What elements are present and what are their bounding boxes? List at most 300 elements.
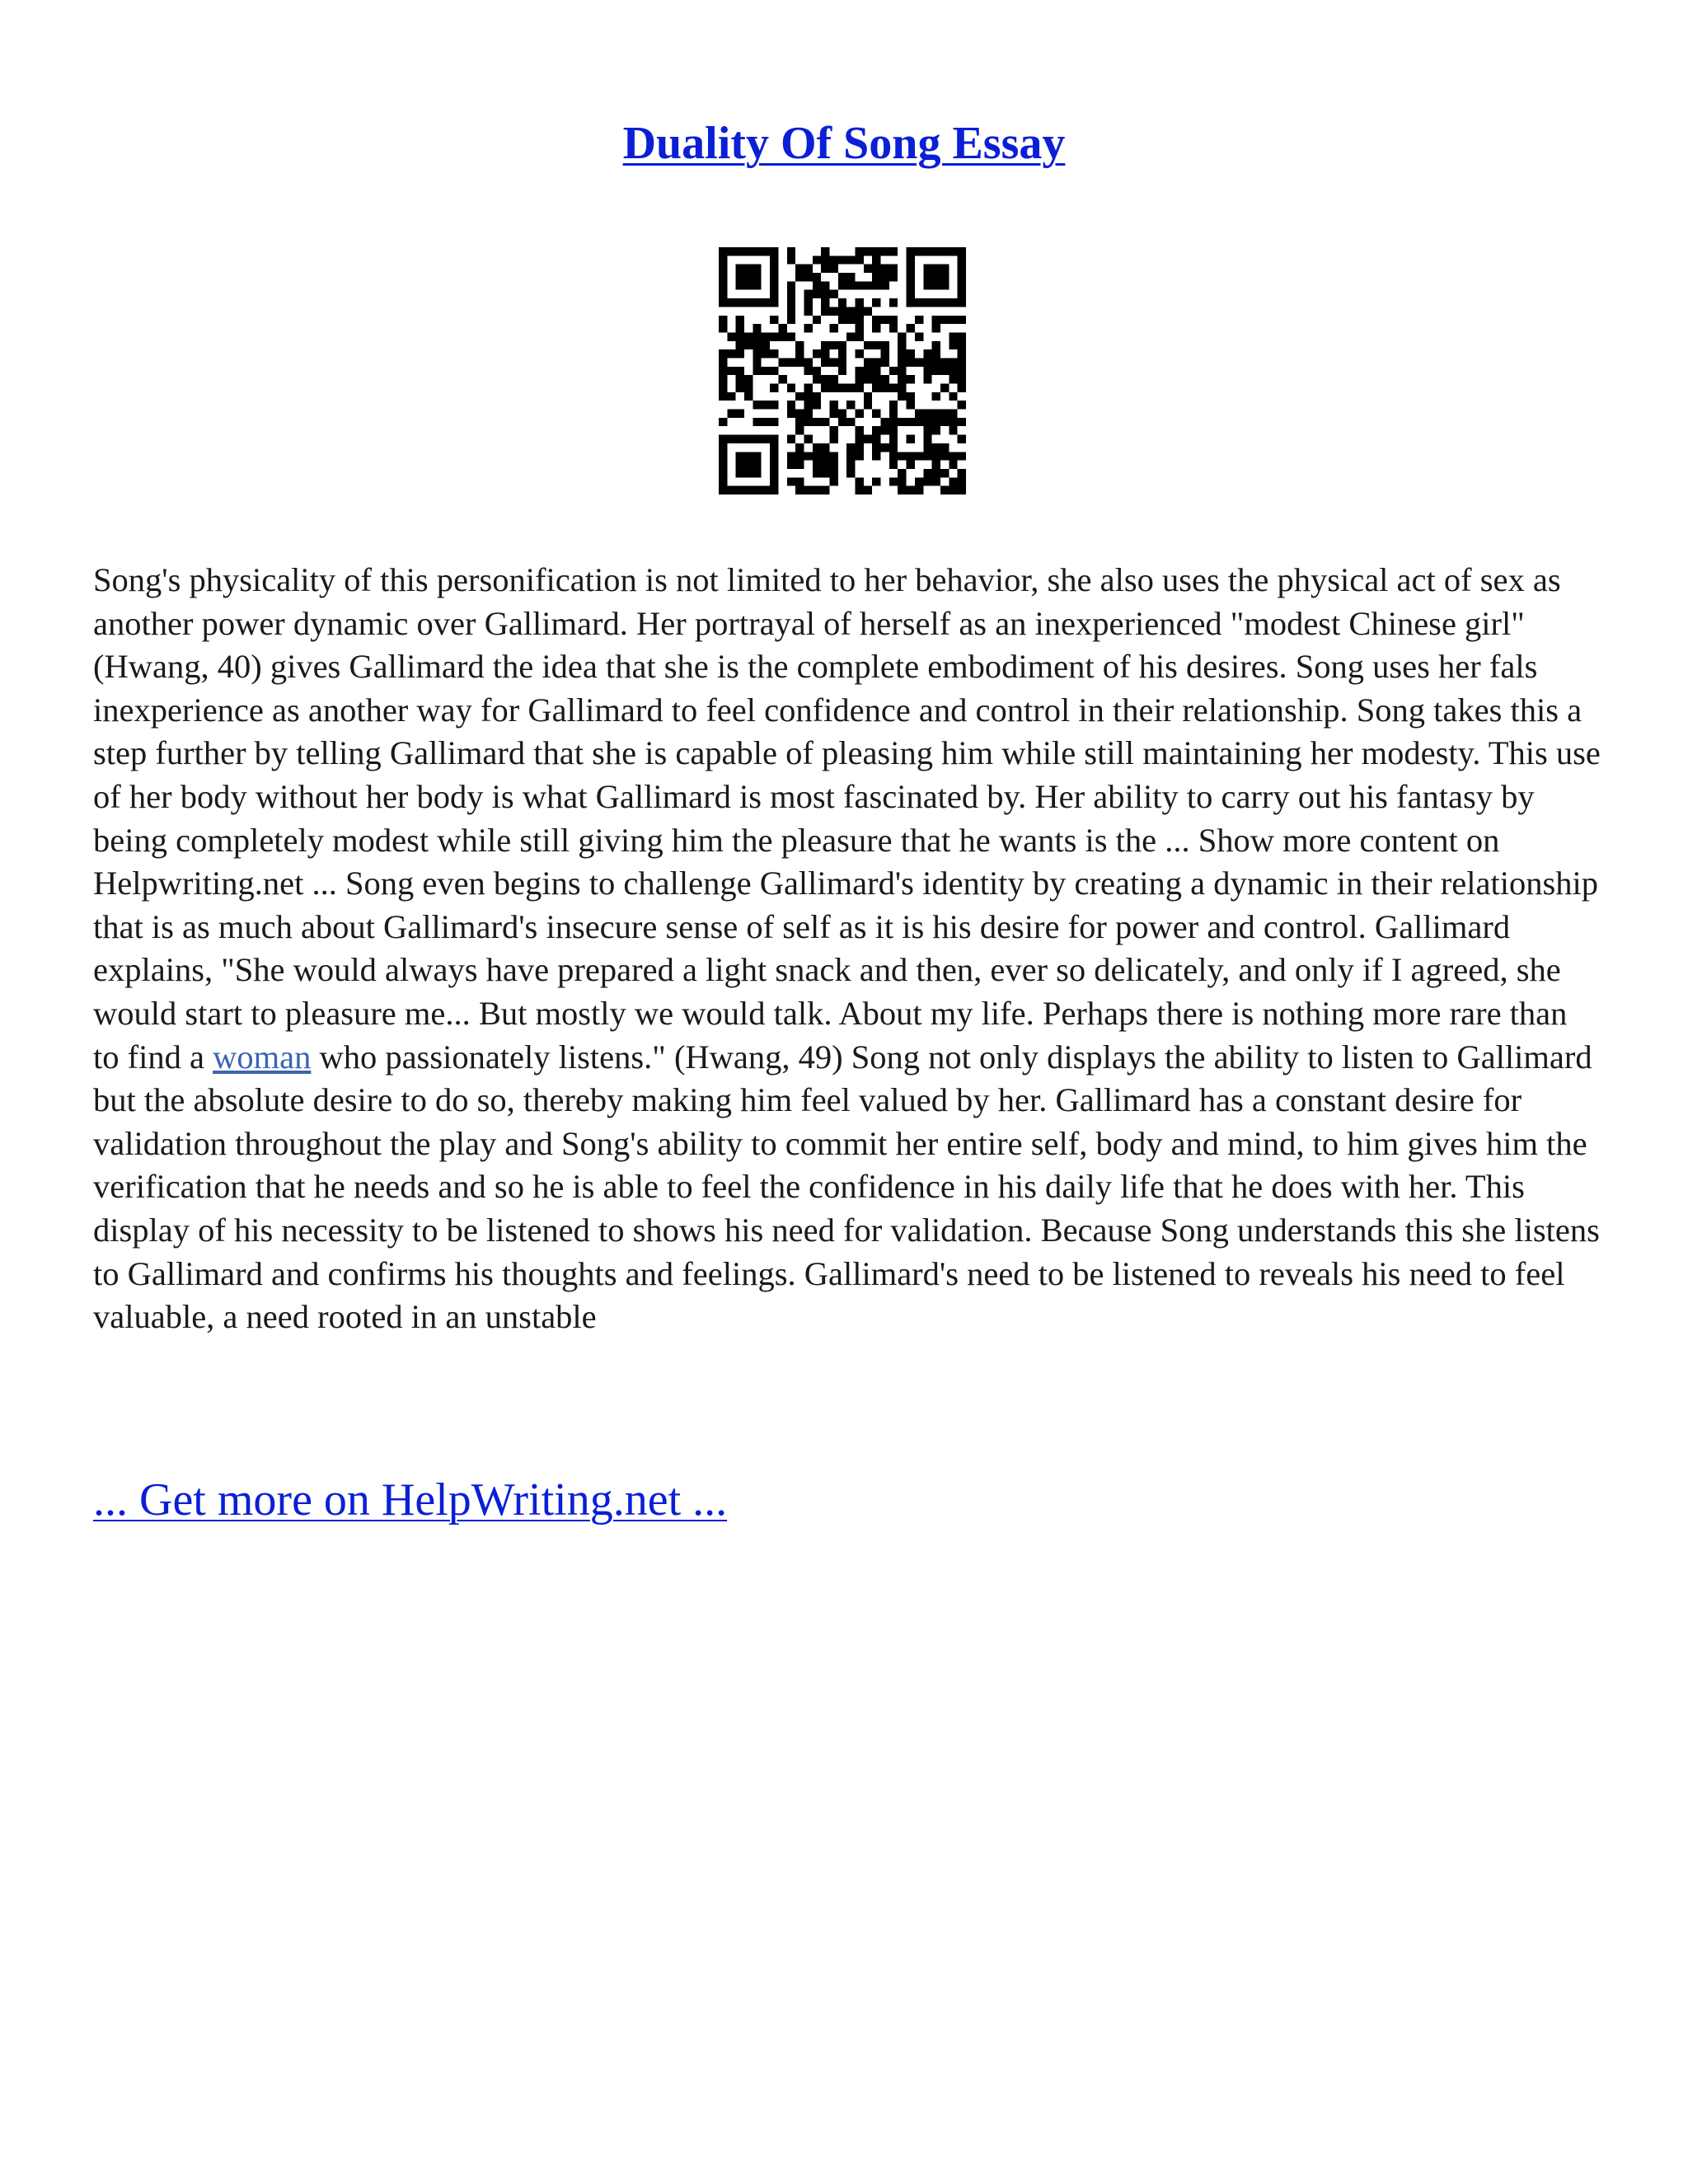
get-more-link[interactable]: ... Get more on HelpWriting.net ...	[93, 1474, 728, 1526]
qr-module	[838, 316, 846, 324]
qr-module	[940, 298, 949, 307]
qr-module	[821, 375, 829, 383]
qr-module	[787, 281, 795, 289]
qr-module	[736, 375, 744, 383]
qr-module	[770, 443, 778, 452]
qr-module	[898, 358, 906, 366]
qr-module	[821, 307, 829, 315]
qr-module	[856, 486, 864, 494]
qr-module	[829, 477, 837, 485]
qr-module	[838, 273, 846, 281]
qr-module	[915, 452, 923, 460]
qr-module	[881, 273, 889, 281]
qr-module	[881, 443, 889, 452]
qr-module	[949, 452, 957, 460]
qr-module	[932, 410, 940, 418]
qr-module	[940, 316, 949, 324]
qr-module	[889, 384, 898, 392]
qr-module	[907, 273, 915, 281]
qr-module	[762, 298, 770, 307]
qr-module	[770, 401, 778, 409]
qr-module	[923, 298, 931, 307]
qr-module	[940, 265, 949, 273]
qr-module	[958, 298, 966, 307]
qr-module	[949, 247, 957, 255]
qr-module	[881, 384, 889, 392]
qr-module	[744, 392, 753, 401]
qr-module	[958, 290, 966, 298]
qr-module	[846, 443, 855, 452]
qr-module	[813, 367, 821, 375]
qr-module	[915, 418, 923, 426]
qr-module	[727, 367, 735, 375]
qr-module	[770, 265, 778, 273]
qr-module	[736, 349, 744, 358]
qr-module	[753, 247, 761, 255]
qr-module	[872, 443, 880, 452]
qr-module	[932, 477, 940, 485]
qr-module	[864, 392, 872, 401]
qr-module	[753, 452, 761, 460]
qr-module	[727, 349, 735, 358]
qr-module	[813, 392, 821, 401]
qr-module	[856, 307, 864, 315]
qr-module	[958, 452, 966, 460]
qr-module	[762, 349, 770, 358]
qr-module	[932, 298, 940, 307]
qr-module	[949, 341, 957, 349]
qr-module	[846, 307, 855, 315]
qr-module	[881, 375, 889, 383]
qr-module	[753, 324, 761, 332]
qr-module	[719, 324, 727, 332]
qr-module	[753, 367, 761, 375]
qr-module	[821, 341, 829, 349]
qr-module	[829, 341, 837, 349]
qr-module	[736, 332, 744, 340]
qr-module	[949, 332, 957, 340]
qr-module	[778, 375, 786, 383]
qr-module	[856, 281, 864, 289]
qr-module	[889, 273, 898, 281]
qr-module	[949, 358, 957, 366]
qr-module	[889, 418, 898, 426]
qr-module	[923, 452, 931, 460]
qr-module	[907, 349, 915, 358]
qr-module	[864, 367, 872, 375]
qr-module	[958, 273, 966, 281]
qr-module	[864, 307, 872, 315]
qr-module	[846, 255, 855, 264]
qr-module	[881, 418, 889, 426]
qr-module	[829, 290, 837, 298]
qr-module	[907, 247, 915, 255]
qr-module	[932, 247, 940, 255]
qr-module	[889, 426, 898, 434]
qr-module	[923, 247, 931, 255]
qr-module	[949, 418, 957, 426]
qr-module	[762, 401, 770, 409]
qr-module	[736, 435, 744, 443]
qr-module	[736, 461, 744, 469]
qr-module	[872, 281, 880, 289]
qr-module	[736, 316, 744, 324]
qr-module	[770, 273, 778, 281]
qr-module	[838, 255, 846, 264]
qr-module	[856, 477, 864, 485]
qr-module	[829, 461, 837, 469]
qr-module	[770, 247, 778, 255]
qr-module	[821, 384, 829, 392]
qr-module	[736, 486, 744, 494]
qr-module	[864, 401, 872, 409]
qr-module	[736, 298, 744, 307]
qr-module	[770, 418, 778, 426]
qr-module	[744, 273, 753, 281]
qr-module	[872, 435, 880, 443]
qr-module	[744, 486, 753, 494]
qr-module	[744, 281, 753, 289]
qr-module	[787, 290, 795, 298]
qr-module	[907, 265, 915, 273]
qr-module	[744, 247, 753, 255]
qr-module	[838, 298, 846, 307]
qr-module	[907, 358, 915, 366]
qr-module	[838, 281, 846, 289]
qr-module	[838, 307, 846, 315]
qr-module	[719, 281, 727, 289]
qr-module	[744, 469, 753, 477]
qr-module	[804, 298, 812, 307]
qr-module	[932, 265, 940, 273]
qr-module	[753, 418, 761, 426]
essay-text-part-2: who passionately listens." (Hwang, 49) Song not only displays the ability to listen to Gallimard but the absolute desire to do so, thereby making him feel valued by her. Gallimard has a constant desire for validation throughout the play and Song's ability to commit her entire self, body and mind, to him gives him the verification that he needs and so he is able to feel the confidence in his daily life that he does with her. This display of his necessity to be listened to shows his need for validation. Because Song understands this she listens to Gallimard and confirms his thoughts and feelings. Gallimard's need to be listened to reveals his need to feel valuable, a need rooted in an unstable	[93, 1038, 1600, 1336]
qr-module	[846, 316, 855, 324]
qr-module	[856, 443, 864, 452]
qr-module	[864, 265, 872, 273]
qr-module	[719, 255, 727, 264]
qr-module	[795, 349, 804, 358]
qr-module	[795, 341, 804, 349]
qr-module	[736, 410, 744, 418]
qr-module	[923, 435, 931, 443]
qr-module	[787, 452, 795, 460]
qr-module	[940, 486, 949, 494]
qr-module	[795, 273, 804, 281]
qr-module	[795, 426, 804, 434]
qr-module	[719, 358, 727, 366]
qr-module	[907, 418, 915, 426]
qr-module	[770, 281, 778, 289]
qr-module	[872, 255, 880, 264]
qr-module	[795, 410, 804, 418]
qr-module	[753, 349, 761, 358]
qr-module	[958, 281, 966, 289]
qr-module	[804, 410, 812, 418]
qr-module	[923, 426, 931, 434]
qr-module	[940, 410, 949, 418]
qr-module	[838, 358, 846, 366]
qr-module	[949, 477, 957, 485]
qr-module	[719, 273, 727, 281]
qr-module	[829, 426, 837, 434]
qr-module	[889, 247, 898, 255]
qr-code-image	[719, 247, 966, 494]
qr-module	[787, 298, 795, 307]
qr-module	[804, 367, 812, 375]
qr-module	[932, 358, 940, 366]
qr-module	[770, 316, 778, 324]
qr-module	[795, 392, 804, 401]
qr-module	[872, 426, 880, 434]
qr-module	[846, 452, 855, 460]
qr-module	[719, 418, 727, 426]
qr-module	[898, 469, 906, 477]
qr-module	[864, 247, 872, 255]
qr-module	[932, 461, 940, 469]
qr-module	[821, 358, 829, 366]
qr-module	[804, 324, 812, 332]
qr-module	[856, 298, 864, 307]
qr-module	[958, 418, 966, 426]
qr-module	[813, 401, 821, 409]
qr-module	[829, 384, 837, 392]
qr-module	[813, 486, 821, 494]
qr-module	[940, 384, 949, 392]
qr-module	[907, 435, 915, 443]
qr-module	[770, 469, 778, 477]
qr-module	[753, 298, 761, 307]
qr-module	[778, 358, 786, 366]
qr-module	[719, 375, 727, 383]
title-link[interactable]: Duality Of Song Essay	[622, 118, 1066, 169]
qr-module	[829, 452, 837, 460]
qr-module	[907, 392, 915, 401]
qr-module	[923, 367, 931, 375]
qr-module	[821, 443, 829, 452]
qr-module	[795, 443, 804, 452]
qr-module	[872, 375, 880, 383]
qr-module	[864, 281, 872, 289]
essay-text-part-1: Song's physicality of this personification is not limited to her behavior, she also uses the physical act of sex as another power dynamic over Gallimard. Her portrayal of herself as an inexperienced "modest Chinese girl" (Hwang, 40) gives Gallimard the idea that she is the complete embodiment of his desires. Song uses her fals inexperience as another way for Gallimard to feel confidence and control in their relationship. Song takes this a step further by telling Gallimard that she is capable of pleasing him while still maintaining her modesty. This use of her body without her body is what Gallimard is most fascinated by. Her ability to carry out his fantasy by being completely modest while still giving him the pleasure that he wants is the ... Show more content on Helpwriting.net ... Song even begins to challenge Gallimard's identity by creating a dynamic in their relationship that is as much about Gallimard's insecure sense of self as it is his desire for power and control. Gallimard explains, "She would always have prepared a light snack and then, ever so delicately, and only if I agreed, she would start to pleasure me... But mostly we would talk. About my life. Perhaps there is nothing more rare than to find a	[93, 561, 1601, 1076]
qr-module	[787, 316, 795, 324]
qr-module	[821, 247, 829, 255]
qr-module	[889, 401, 898, 409]
qr-module	[719, 247, 727, 255]
qr-module	[762, 435, 770, 443]
qr-module	[881, 316, 889, 324]
qr-module	[719, 367, 727, 375]
woman-link[interactable]: woman	[213, 1038, 312, 1076]
qr-module	[856, 375, 864, 383]
qr-module	[889, 435, 898, 443]
qr-module	[804, 401, 812, 409]
qr-module	[898, 418, 906, 426]
qr-module	[907, 452, 915, 460]
qr-module	[829, 255, 837, 264]
qr-module	[787, 461, 795, 469]
qr-module	[958, 332, 966, 340]
qr-module	[719, 443, 727, 452]
qr-module	[804, 486, 812, 494]
qr-module	[744, 384, 753, 392]
qr-module	[813, 469, 821, 477]
qr-module	[958, 477, 966, 485]
qr-module	[881, 349, 889, 358]
qr-module	[889, 461, 898, 469]
qr-module	[744, 341, 753, 349]
qr-module	[770, 332, 778, 340]
qr-module	[736, 324, 744, 332]
qr-module	[958, 341, 966, 349]
qr-module	[762, 247, 770, 255]
qr-module	[915, 316, 923, 324]
qr-module	[923, 469, 931, 477]
qr-module	[889, 367, 898, 375]
qr-module	[795, 418, 804, 426]
qr-module	[813, 461, 821, 469]
qr-module	[719, 265, 727, 273]
qr-module	[872, 358, 880, 366]
qr-module	[940, 281, 949, 289]
qr-module	[915, 298, 923, 307]
qr-module	[753, 281, 761, 289]
qr-module	[932, 281, 940, 289]
qr-module	[719, 486, 727, 494]
qr-module	[813, 443, 821, 452]
qr-module	[881, 247, 889, 255]
qr-module	[838, 367, 846, 375]
qr-module	[872, 384, 880, 392]
qr-module	[856, 332, 864, 340]
qr-module	[846, 332, 855, 340]
qr-module	[872, 298, 880, 307]
qr-module	[932, 469, 940, 477]
qr-module	[813, 418, 821, 426]
document-title	[0, 115, 1688, 171]
qr-module	[940, 452, 949, 460]
qr-module	[958, 486, 966, 494]
qr-module	[881, 341, 889, 349]
qr-module	[829, 410, 837, 418]
qr-module	[804, 384, 812, 392]
qr-module	[821, 486, 829, 494]
qr-module	[949, 426, 957, 434]
qr-module	[907, 324, 915, 332]
qr-module	[787, 401, 795, 409]
qr-module	[838, 410, 846, 418]
qr-module	[778, 324, 786, 332]
qr-module	[719, 469, 727, 477]
qr-module	[753, 469, 761, 477]
qr-module	[856, 384, 864, 392]
qr-module	[719, 435, 727, 443]
qr-module	[753, 358, 761, 366]
qr-module	[923, 418, 931, 426]
qr-module	[898, 332, 906, 340]
qr-module	[898, 341, 906, 349]
qr-module	[923, 273, 931, 281]
qr-module	[821, 469, 829, 477]
qr-module	[762, 418, 770, 426]
qr-module	[856, 435, 864, 443]
qr-module	[719, 349, 727, 358]
qr-module	[719, 392, 727, 401]
qr-module	[795, 486, 804, 494]
qr-module	[821, 298, 829, 307]
qr-module	[864, 375, 872, 383]
qr-module	[753, 273, 761, 281]
qr-module	[838, 341, 846, 349]
qr-module	[872, 410, 880, 418]
qr-module	[838, 349, 846, 358]
qr-module	[719, 298, 727, 307]
qr-module	[958, 265, 966, 273]
qr-module	[958, 367, 966, 375]
qr-module	[940, 469, 949, 477]
qr-module	[898, 375, 906, 383]
qr-module	[958, 435, 966, 443]
qr-module	[881, 358, 889, 366]
qr-module	[770, 298, 778, 307]
qr-module	[907, 290, 915, 298]
qr-module	[736, 281, 744, 289]
qr-module	[813, 375, 821, 383]
qr-module	[881, 265, 889, 273]
qr-module	[958, 401, 966, 409]
qr-module	[770, 384, 778, 392]
qr-module	[795, 265, 804, 273]
qr-module	[813, 273, 821, 281]
qr-module	[770, 290, 778, 298]
qr-module	[923, 375, 931, 383]
qr-module	[872, 247, 880, 255]
qr-module	[898, 452, 906, 460]
qr-module	[744, 375, 753, 383]
qr-module	[923, 410, 931, 418]
qr-module	[787, 255, 795, 264]
qr-module	[736, 265, 744, 273]
qr-module	[744, 461, 753, 469]
qr-module	[949, 410, 957, 418]
qr-module	[838, 418, 846, 426]
qr-module	[958, 358, 966, 366]
qr-module	[898, 349, 906, 358]
qr-module	[804, 358, 812, 366]
qr-module	[846, 469, 855, 477]
qr-module	[762, 367, 770, 375]
qr-module	[889, 410, 898, 418]
qr-module	[856, 349, 864, 358]
qr-module	[813, 281, 821, 289]
qr-module	[846, 273, 855, 281]
qr-module	[821, 265, 829, 273]
qr-module	[940, 367, 949, 375]
qr-module	[787, 307, 795, 315]
qr-module	[864, 435, 872, 443]
qr-module	[907, 486, 915, 494]
qr-module	[856, 324, 864, 332]
qr-module	[907, 461, 915, 469]
qr-module	[795, 477, 804, 485]
qr-module	[932, 392, 940, 401]
qr-module	[932, 443, 940, 452]
qr-module	[923, 477, 931, 485]
qr-module	[744, 452, 753, 460]
qr-module	[889, 452, 898, 460]
qr-module	[719, 290, 727, 298]
qr-module	[813, 349, 821, 358]
